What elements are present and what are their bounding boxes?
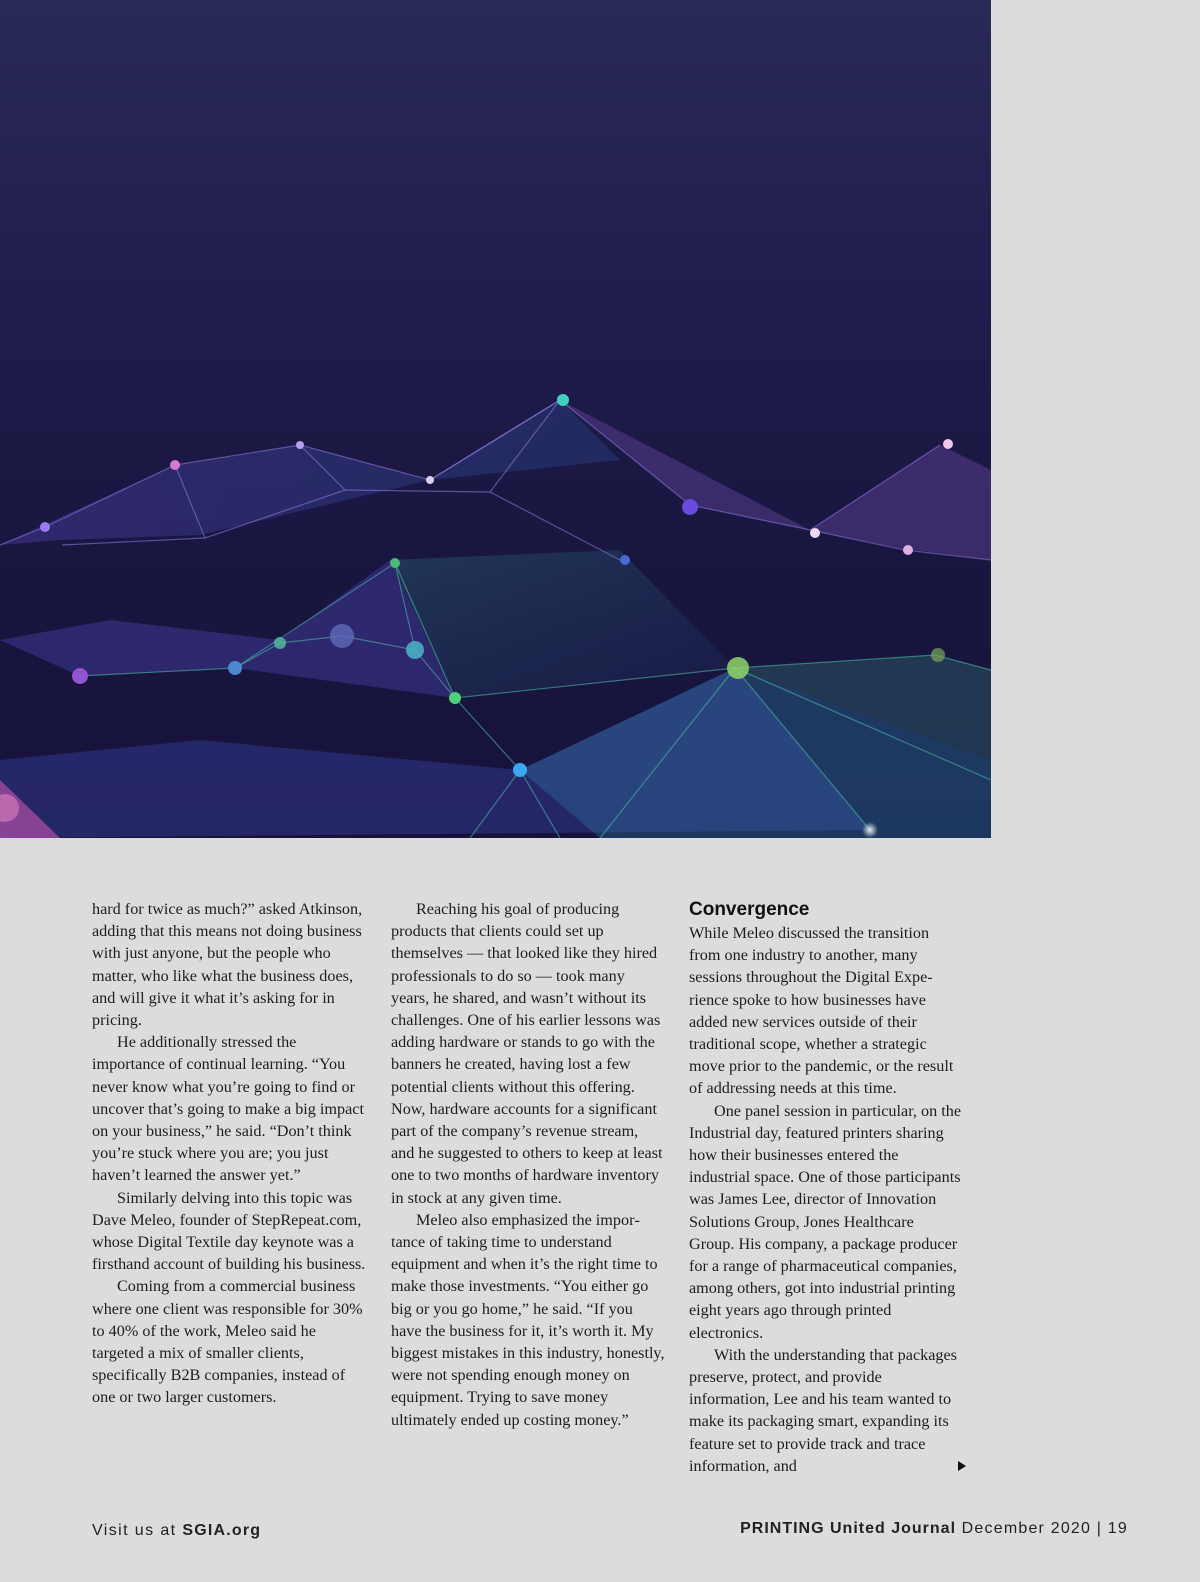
paragraph: One panel session in particular, on the Industrial day, featured printers sharing how their businesses entered the industrial space. One of those participants was James Lee, director of Innovation Solutions Group, Jones Healthcare Group. His company, a package producer for a range of pharmaceutical companies, among others, got into industrial printing eight years ago through printed electronics. <box>689 1101 962 1342</box>
footer-folio <box>740 1520 1128 1538</box>
paragraph: Similarly delving into this topic was Dave Meleo, founder of StepRepeat.com, whose Digital Textile day keynote was a firsthand account of building his business. <box>92 1188 366 1274</box>
continue-arrow-icon <box>958 1461 966 1471</box>
paragraph: With the understanding that packages preserve, protect, and provide information, Lee and his team wanted to make its packaging smart, expanding its feature set to provide track and trace information, and <box>689 1345 957 1475</box>
visit-prefix: Visit us at <box>92 1522 177 1539</box>
paragraph: He additionally stressed the importance of continual learning. “You never know what you’re going to find or uncover that’s going to make a big impact on your business,” he said. “Don’t think you’re stuck where you are; you just haven’t learned the answer yet.” <box>92 1033 364 1185</box>
section-heading: Convergence <box>689 899 810 920</box>
hero-network-image <box>0 0 991 838</box>
paragraph: Coming from a commercial business where one client was responsible for 30% to 40% of the work, Meleo said he targeted a mix of smaller clients, specifically B2B companies, instead of one or two larger customers. <box>92 1277 363 1407</box>
site-link[interactable]: SGIA.org <box>182 1522 262 1539</box>
paragraph: hard for twice as much?” asked Atkinson, adding that this means not doing business with just anyone, but the people who matter, who like what the business does, and will give it what it’s asking for in pricing. <box>92 900 363 1030</box>
network-mesh-image <box>0 0 991 838</box>
publication-name: PRINTING United Journal <box>740 1520 957 1537</box>
article-column-1 <box>92 898 366 1409</box>
footer-visit <box>92 1522 261 1540</box>
page-number: 19 <box>1107 1520 1128 1537</box>
paragraph: While Meleo discussed the transition from one industry to another, many sessions throughout the Digital Experience spoke to how businesses have added new services outside of their traditional scope, whether a strategic move prior to the pandemic, or the result of addressing needs at this time. <box>689 924 954 1098</box>
folio-separator: | <box>1096 1520 1103 1537</box>
article-column-2 <box>391 898 665 1431</box>
paragraph: Reaching his goal of producing products that clients could set up themselves — that looked like they hired professionals to do so — took many years, he shared, and wasn’t without its challenges. One of his earlier lessons was adding hardware or stands to go with the banners he created, having lost a few potential clients without this offering. Now, hardware accounts for a significant part of the company’s revenue stream, and he suggested to others to keep at least one to two months of hardware inventory in stock at any given time. <box>391 900 663 1207</box>
article-column-3 <box>689 898 963 1477</box>
issue-date: December 2020 <box>961 1520 1092 1537</box>
paragraph: Meleo also emphasized the importance of taking time to understand equipment and when it’s the right time to make those investments. “You either go big or you go home,” he said. “If you have the business for it, it’s worth it. My biggest mistakes in this industry, honestly, were not spending enough money on equipment. Trying to save money ultimately ended up costing money.” <box>391 1210 665 1429</box>
